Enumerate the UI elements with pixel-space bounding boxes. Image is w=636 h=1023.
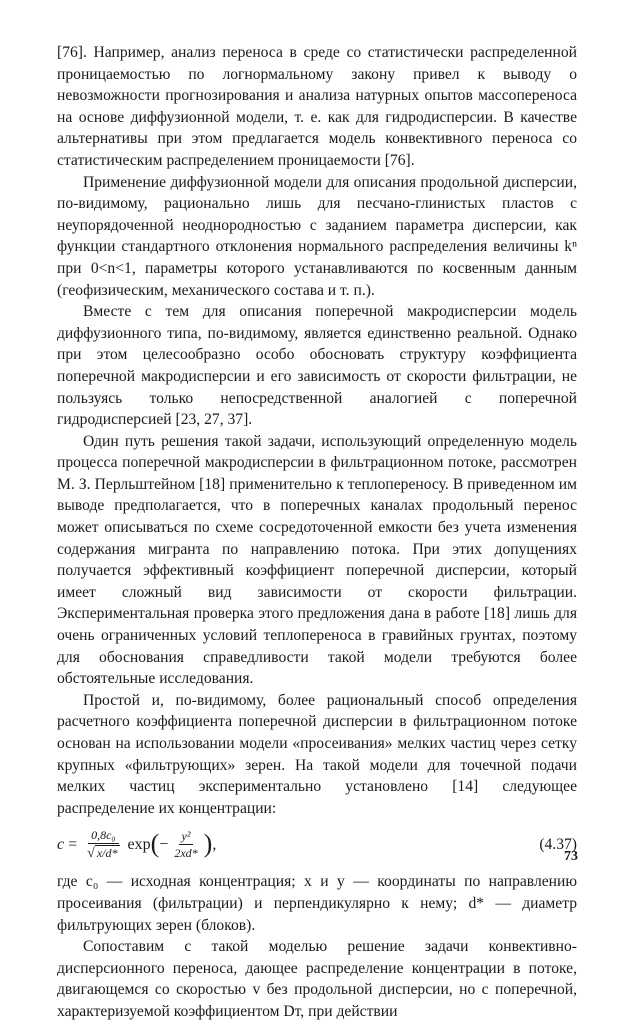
sqrt-content: x/d*: [96, 845, 118, 860]
equation-body: [57, 828, 216, 861]
exp-numerator: y²: [179, 829, 194, 845]
exp-minus: −: [159, 835, 169, 853]
paragraph-3: Вместе с тем для описания поперечной макродисперсии модель диффузионного типа, по-видимому, является единственно реальной. Однако при этом целесообразно особо обосновать структуру коэффициента поперечной макродисперсии и его зависимость от скорости фильтрации, не пользуясь только непосредственной аналогией с поперечной гидродисперсией [23, 27, 37].: [57, 303, 577, 429]
paragraph-4: Один путь решения такой задачи, использующий определенную модель процесса поперечной макродисперсии в фильтрационном потоке, рассмотрен М. З. Перльштейном [18] применительно к теплопереносу. В приведенном им выводе предполагается, что в поперечных каналах продольный перенос может описываться по схеме сосредоточенной емкости без учета изменения содержания мигранта по направлению потока. При этих допущениях получается эффективный коэффициент поперечной дисперсии, который имеет сложный вид зависимости от скорости фильтрации. Экспериментальная проверка этого предложения дана в работе [18] лишь для очень ограниченных условий теплопереноса в гравийных грунтах, поэтому для обоснования справедливости такой модели требуются более обстоятельные исследования.: [57, 432, 577, 688]
exp-denominator: 2xd*: [174, 845, 198, 860]
paragraph-6: где c₀ — исходная концентрация; x и y — координаты по направлению просеивания (фильтрации) и перпендикулярно к нему; d* — диаметр фильтрующих зерен (блоков).: [57, 873, 577, 934]
paragraph-7: Сопоставим с такой моделью решение задачи конвективно-дисперсионного переноса, дающее распределение концентрации в потоке, двигающемся со скоростью v без продольной дисперсии, но с поперечной, характеризуемой коэффициентом Dт, при действии: [57, 938, 577, 1020]
fraction-numerator: 0,8c₀: [88, 828, 119, 844]
equation-lhs: c: [57, 835, 65, 853]
equation-equals: =: [68, 835, 78, 853]
sqrt-icon: √: [87, 845, 95, 861]
equation-trailing-comma: ,: [212, 835, 217, 853]
equation-4-37: [57, 821, 577, 867]
right-paren-icon: ): [203, 829, 213, 859]
paragraph-5: Простой и, по-видимому, более рациональный способ определения расчетного коэффициента поперечной дисперсии в фильтрационном потоке основан на использовании модели «просеивания» мелких частиц через сетку крупных «фильтрующих» зерен. На такой модели для точечной подачи мелких частиц экспериментально установлено [14] следующее распределение их концентрации:: [57, 691, 577, 817]
page-number: 73: [564, 849, 578, 864]
equation-fraction: [84, 828, 122, 861]
paragraph-1: [76]. Например, анализ переноса в среде со статистически распределенной проницаемостью по логнормальному закону привел к выводу о невозможности прогнозирования и анализа натурных опытов массопереноса на основе диффузионной модели, т. е. как для гидродисперсии. В качестве альтернативы при этом предлагается модель конвективного переноса со статистическим распределением проницаемости [76].: [57, 44, 577, 169]
exp-function: exp: [127, 835, 151, 853]
exp-fraction: [171, 829, 200, 860]
fraction-denominator: [84, 844, 122, 861]
left-paren-icon: (: [150, 829, 160, 859]
equation-number: (4.37): [539, 835, 577, 853]
paragraph-2: Применение диффузионной модели для описания продольной дисперсии, по-видимому, рационально лишь для песчано-глинистых пластов с неупорядоченной неоднородностью с заданием параметра дисперсии, как функции стандартного отклонения нормального распределения величины kⁿ при 0<n<1, параметры которого устанавливаются по косвенным данным (геофизическим, механического состава и т. п.).: [57, 173, 577, 299]
page-text-block: [57, 42, 577, 1023]
